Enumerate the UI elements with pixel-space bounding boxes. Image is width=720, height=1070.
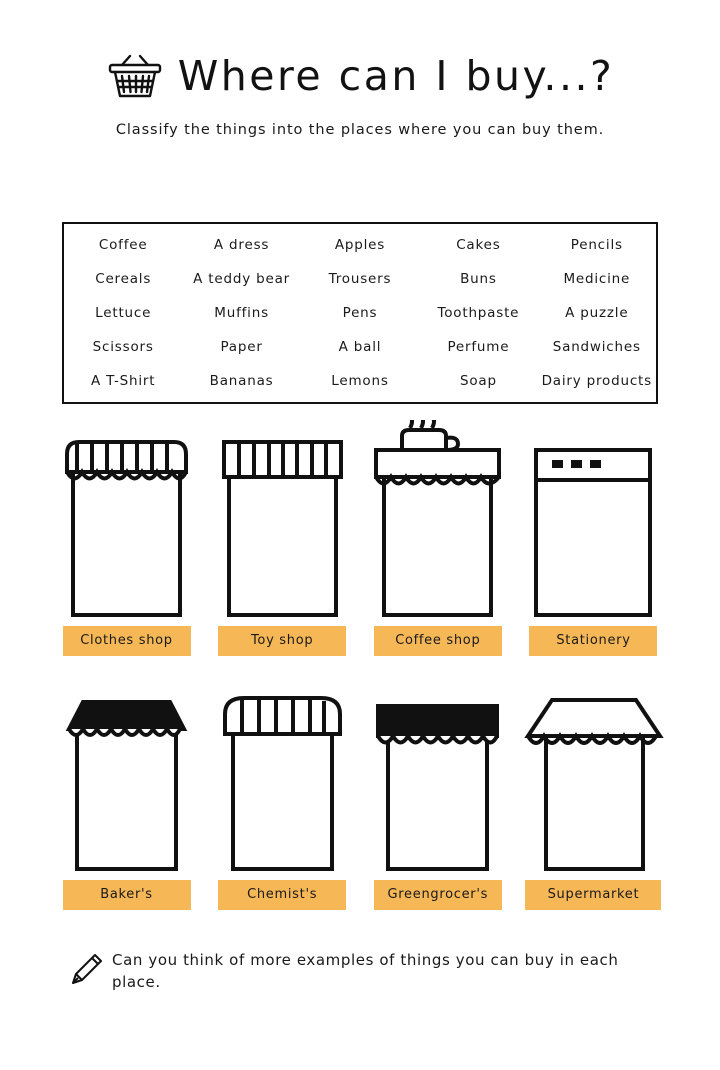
shop-awning-dark-scallop-icon [55,674,198,874]
shop-label: Supermarket [525,880,661,910]
word-item: Cereals [95,271,152,287]
word-item: Scissors [92,339,154,355]
page-title: Where can I buy...? [177,52,615,100]
worksheet-page [0,52,720,1070]
shop-clothes-shop [55,420,198,656]
pencil-icon [68,952,104,988]
word-item: Perfume [447,339,510,355]
shop-stationery [522,420,665,656]
word-item: Muffins [214,305,269,321]
shop-awning-dark-band-icon [366,674,509,874]
word-item: Coffee [98,237,148,253]
shop-greengrocers [366,674,509,910]
shop-awning-arch-stripes-icon [211,674,354,874]
word-item: Buns [460,271,497,287]
shop-label: Clothes shop [63,626,191,656]
word-item: Lettuce [95,305,152,321]
shops-grid [55,420,665,910]
shop-coffee-cup-roof-icon [366,420,509,620]
shop-label: Baker's [63,880,191,910]
shop-awning-stripes-icon [211,420,354,620]
word-item: Dairy products [541,373,652,389]
title-row [0,52,720,100]
shop-label: Toy shop [218,626,346,656]
shops-row-2 [55,674,665,910]
word-item: Sandwiches [552,339,641,355]
word-item: Trousers [328,271,392,287]
shop-bakers [55,674,198,910]
word-item: Toothpaste [437,305,520,321]
shop-supermarket [522,674,665,910]
word-item: A dress [213,237,270,253]
shop-flat-sign-icon [522,420,665,620]
shop-label: Coffee shop [374,626,502,656]
word-item: Bananas [209,373,274,389]
word-item: Lemons [331,373,389,389]
word-item: A T-Shirt [91,373,156,389]
word-item: A puzzle [565,305,629,321]
shop-awning-scallop-icon [55,420,198,620]
shop-toy-shop [211,420,354,656]
word-item: Medicine [563,271,631,287]
shop-coffee-shop [366,420,509,656]
instruction-text: Classify the things into the places where you can buy them. [115,122,605,138]
word-item: Pens [342,305,378,321]
word-item: Soap [459,373,497,389]
shop-awning-wide-scallop-icon [522,674,665,874]
shop-label: Chemist's [218,880,346,910]
word-item: A teddy bear [193,271,291,287]
shop-chemists [211,674,354,910]
shop-label: Stationery [529,626,657,656]
word-item: A ball [338,339,382,355]
shop-label: Greengrocer's [374,880,502,910]
word-item: Cakes [456,237,501,253]
word-item: Apples [334,237,386,253]
word-item: Paper [220,339,263,355]
word-bank [62,222,658,404]
shopping-basket-icon [106,52,164,100]
footer-text: Can you think of more examples of things you can buy in each place. [112,951,619,991]
word-item: Pencils [570,237,623,253]
shops-row-1 [55,420,665,656]
footer-note [68,950,628,994]
